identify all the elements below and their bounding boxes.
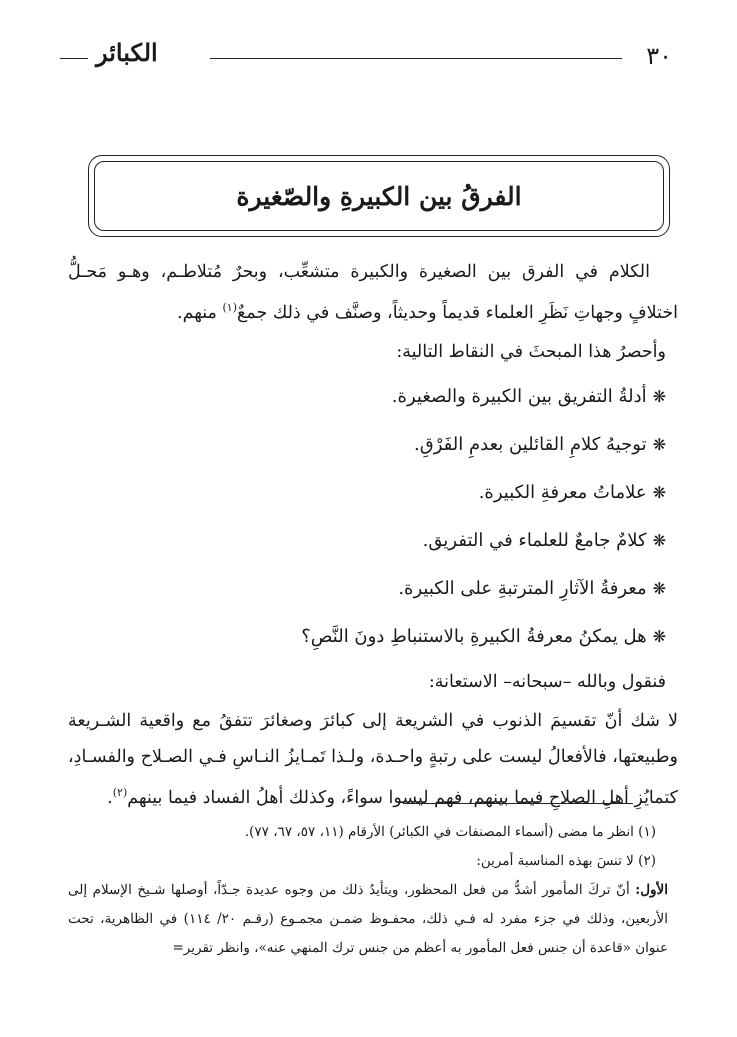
list-item-text: أدلةُ التفريق بين الكبيرة والصغيرة. xyxy=(391,385,647,407)
star-bullet-icon: ❋ xyxy=(652,386,666,406)
footnote-ref-1[interactable]: (١) xyxy=(222,301,238,314)
star-bullet-icon: ❋ xyxy=(652,530,666,550)
list-item-text: كلامٌ جامعٌ للعلماء في التفريق. xyxy=(422,529,647,551)
section-title-frame xyxy=(88,155,670,237)
page-header xyxy=(60,38,672,78)
star-bullet-icon: ❋ xyxy=(652,482,666,502)
section-title: الفرقُ بين الكبيرةِ والصّغيرة xyxy=(236,181,522,211)
star-bullet-icon: ❋ xyxy=(652,626,666,646)
paragraph-intro xyxy=(68,254,678,331)
page-number: ٣٠ xyxy=(646,42,672,70)
points-list xyxy=(68,373,678,661)
list-item xyxy=(68,373,678,421)
list-item xyxy=(68,469,678,517)
header-rule xyxy=(210,58,622,59)
star-bullet-icon: ❋ xyxy=(652,578,666,598)
running-head-title: الكبائر xyxy=(96,38,158,67)
paragraph-points-intro: وأحصرُ هذا المبحثَ في النقاط التالية: xyxy=(396,341,666,362)
footnote-separator xyxy=(403,803,633,804)
header-rule-left xyxy=(60,58,88,59)
footnote-3 xyxy=(68,876,668,963)
list-item xyxy=(68,517,678,565)
list-item-text: معرفةُ الآثارِ المترتبةِ على الكبيرة. xyxy=(398,577,647,599)
list-item xyxy=(68,613,678,661)
body-text xyxy=(68,254,678,816)
list-item xyxy=(68,565,678,613)
footnote-ref-2[interactable]: (٢) xyxy=(112,785,128,799)
list-item xyxy=(68,421,678,469)
list-item-text: علاماتُ معرفةِ الكبيرة. xyxy=(478,481,647,503)
star-bullet-icon: ❋ xyxy=(652,434,666,454)
list-item-text: توجيهُ كلامِ القائلين بعدمِ الفَرْقِ. xyxy=(414,433,647,455)
footnotes xyxy=(68,818,668,963)
paragraph-intro-text: الكلام في الفرق بين الصغيرة والكبيرة متشعِّب، وبحرٌ مُتلاطـم، وهـو مَحـلُّ اختلافٍ وجهاتِ نَظَرِ العلماء قديماً وحديثاً، وصنَّف في ذلك جمعٌ xyxy=(68,262,678,323)
paragraph-intro-end: منهم. xyxy=(177,302,223,323)
list-item-text: هل يمكنُ معرفةُ الكبيرةِ بالاستنباطِ دونَ النَّصِ؟ xyxy=(301,625,647,647)
paragraph-main-text: لا شك أنّ تقسيمَ الذنوب في الشريعة إلى كبائرَ وصغائرَ تتفقُ مع واقعية الشـريعة وطبيعتها، فالأفعالُ ليست على رتبةٍ واحـدة، ولـذا تَمـايزُ النـاسِ فـي الصـلاح والفسـادِ، كتمايُزِ أهلِ الصلاحِ فيما بينهم، فهم ليسوا سواءً، وكذلك أهلُ الفساد فيما بينهم xyxy=(68,710,678,808)
paragraph-transition: فنقول وبالله –سبحانه– الاستعانة: xyxy=(428,671,666,692)
footnote-2: (٢) لا تنسَ بهذه المناسبة أمرين: xyxy=(476,853,656,869)
section-title-inner-frame xyxy=(94,161,664,231)
paragraph-main-end: . xyxy=(107,787,113,808)
footnote-1: (١) انظر ما مضى (أسماء المصنفات في الكبائر) الأرقام (١١، ٥٧، ٦٧، ٧٧). xyxy=(244,824,656,840)
footnote-3-label: الأول: xyxy=(635,882,668,898)
paragraph-main xyxy=(68,703,678,816)
footnote-3-text: أنّ تركَ المأمور أشدُّ من فعل المحظور، ويتأيدُ ذلك من وجوه عديدة جـدّاً، أوصلها شـيخ الإسلام إلى الأربعين، وذلك في جزء مفرد له فـي ذلك، محفـوظ ضمـن مجمـوع (رقـم ٢٠/ ١١٤) في الظاهرية، تحت عنوان «قاعدة أن جنس فعل المأمور به أعظم من جنس ترك المنهي عنه»، وانظر تقرير= xyxy=(68,882,669,956)
